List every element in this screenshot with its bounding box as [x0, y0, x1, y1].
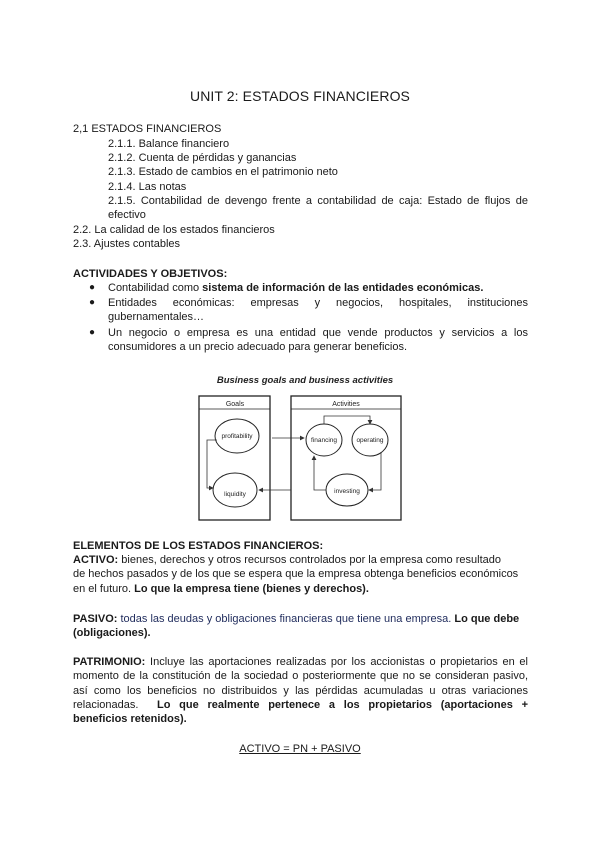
page-title: UNIT 2: ESTADOS FINANCIEROS	[190, 88, 410, 104]
bullet-icon: ●	[89, 282, 96, 293]
patrimonio-line-2: momento de la constitución de la sociedad o posteriormente que no se consideran pasivo,	[73, 670, 528, 682]
pasivo-text: todas las deudas y obligaciones financieras que tiene una empresa.	[117, 613, 455, 625]
toc-section-2-1: 2,1 ESTADOS FINANCIEROS	[73, 123, 222, 135]
diagram-title: Business goals and business activities	[216, 375, 394, 386]
activities-bullet-2-line-2: gubernamentales…	[108, 311, 205, 323]
activo-line-2: de hechos pasados y de los que se espera que la empresa obtenga beneficios económicos	[73, 568, 519, 580]
activo-line-1	[73, 553, 501, 567]
liquidity-node	[213, 473, 257, 507]
patrimonio-line-5: beneficios retenidos).	[73, 713, 187, 725]
activities-heading: ACTIVIDADES Y OBJETIVOS:	[73, 268, 228, 280]
operating-label: operating	[356, 437, 384, 444]
patrimonio-line-4-label: relacionadas.	[73, 699, 139, 711]
patrimonio-line-1	[73, 655, 528, 669]
goals-box	[199, 396, 270, 520]
patrimonio-summary: Lo que realmente pertenece a los propietarios (aportaciones +	[157, 699, 528, 711]
activo-label: ACTIVO:	[73, 554, 119, 566]
patrimonio-label: PATRIMONIO:	[73, 656, 146, 668]
elements-heading: ELEMENTOS DE LOS ESTADOS FINANCIEROS:	[73, 540, 324, 552]
toc-item-2-1-5-cont: efectivo	[108, 209, 146, 221]
toc-item-2-1-1: 2.1.1. Balance financiero	[108, 138, 230, 150]
activities-label: Activities	[332, 401, 360, 408]
pasivo-line-2: (obligaciones).	[73, 627, 151, 639]
investing-to-financing-arrow	[314, 456, 326, 490]
patrimonio-text-1: Incluye las aportaciones realizadas por los accionistas o propietarios en el	[145, 656, 528, 668]
pasivo-summary: Lo que debe	[454, 613, 520, 625]
liquidity-label: liquidity	[224, 491, 246, 498]
activo-text-3: en el futuro.	[73, 583, 135, 595]
bullet-1-text: Contabilidad como	[108, 282, 203, 294]
operating-to-investing-arrow	[369, 453, 381, 490]
business-diagram	[195, 370, 425, 530]
bullet-icon: ●	[89, 327, 96, 338]
toc-item-2-1-3: 2.1.3. Estado de cambios en el patrimonio neto	[108, 166, 338, 178]
toc-item-2-1-4: 2.1.4. Las notas	[108, 181, 187, 193]
toc-section-2-2: 2.2. La calidad de los estados financieros	[73, 224, 275, 236]
financing-to-operating-arrow	[324, 416, 370, 424]
goals-loop-arrow	[207, 440, 217, 488]
toc-section-2-3: 2.3. Ajustes contables	[73, 238, 181, 250]
pasivo-label: PASIVO:	[73, 613, 118, 625]
activities-box	[291, 396, 401, 520]
pasivo-line-1	[73, 612, 519, 626]
activities-bullet-1	[108, 281, 483, 295]
financing-label: financing	[310, 437, 338, 444]
activities-bullet-3-line-1: Un negocio o empresa es una entidad que vende productos y servicios a los	[108, 327, 528, 339]
activities-bullet-2-line-1: Entidades económicas: empresas y negocios, hospitales, instituciones	[108, 297, 528, 309]
activo-line-3	[73, 582, 369, 596]
profitability-label: profitability	[221, 433, 253, 440]
toc-item-2-1-2: 2.1.2. Cuenta de pérdidas y ganancias	[108, 152, 297, 164]
activo-text-1: bienes, derechos y otros recursos controlados por la empresa como resultado	[118, 554, 501, 566]
activo-summary: Lo que la empresa tiene (bienes y derechos).	[134, 583, 369, 595]
patrimonio-line-3: así como los beneficios no distribuidos y las pérdidas acumuladas u otras variaciones	[73, 685, 528, 697]
bullet-1-bold: sistema de información de las entidades económicas.	[202, 282, 484, 294]
goals-label: Goals	[225, 401, 245, 408]
investing-label: investing	[334, 488, 360, 495]
toc-item-2-1-5: 2.1.5. Contabilidad de devengo frente a contabilidad de caja: Estado de flujos de	[108, 195, 528, 207]
activities-bullet-3-line-2: consumidores a un precio adecuado para generar beneficios.	[108, 341, 408, 353]
accounting-equation: ACTIVO = PN + PASIVO	[239, 743, 361, 755]
bullet-icon: ●	[89, 297, 96, 308]
